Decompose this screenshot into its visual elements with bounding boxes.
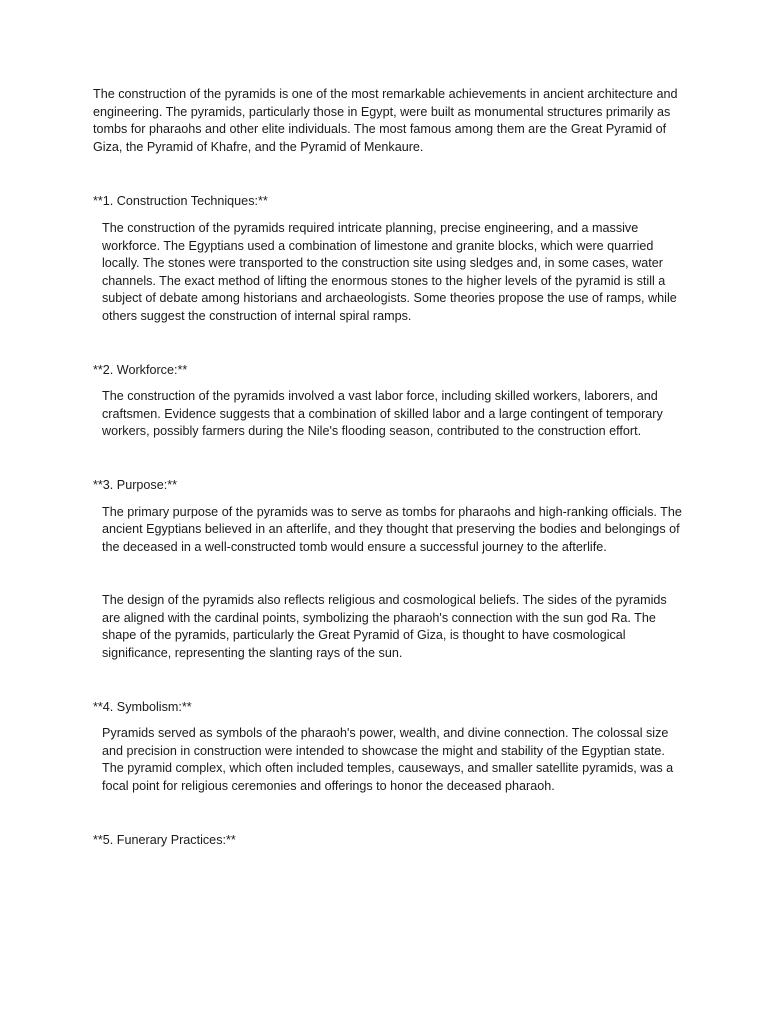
spacer: [93, 716, 683, 725]
section-heading-funerary-practices: **5. Funerary Practices:**: [93, 832, 236, 847]
spacer: [93, 796, 683, 832]
spacer: [93, 211, 683, 220]
section-heading-symbolism: **4. Symbolism:**: [93, 699, 192, 714]
paragraph-purpose-1: The primary purpose of the pyramids was to serve as tombs for pharaohs and high-ranking officials. The ancient Egyptians believed in an afterlife, and they thought that preserving the bodies and belongings of the deceased in a well-constructed tomb would ensure a successful journey to the afterlife.: [102, 504, 686, 554]
spacer: [93, 556, 683, 592]
section-heading-workforce: **2. Workforce:**: [93, 362, 188, 377]
section-heading-purpose: **3. Purpose:**: [93, 477, 178, 492]
spacer: [93, 379, 683, 388]
spacer: [93, 156, 683, 193]
paragraph-construction-techniques: The construction of the pyramids required intricate planning, precise engineering, and a massive workforce. The Egyptians used a combination of limestone and granite blocks, which were quarried locally. The stones were transported to the construction site using sledges and, in some cases, water channels. The exact method of lifting the enormous stones to the higher levels of the pyramid is still a subject of debate among historians and archaeologists. Some theories propose the use of ramps, while others suggest the construction of internal spiral ramps.: [102, 220, 681, 323]
intro-paragraph: The construction of the pyramids is one of the most remarkable achievements in ancient architecture and engineering. The pyramids, particularly those in Egypt, were built as monumental structures primarily as tombs for pharaohs and other elite individuals. The most famous among them are the Great Pyramid of Giza, the Pyramid of Khafre, and the Pyramid of Menkaure.: [93, 87, 682, 154]
paragraph-purpose-2: The design of the pyramids also reflects religious and cosmological beliefs. The sides of the pyramids are aligned with the cardinal points, symbolizing the pharaoh's connection with the sun god Ra. The shape of the pyramids, particularly the Great Pyramid of Giza, is thought to have cosmological significance, representing the slanting rays of the sun.: [102, 593, 671, 661]
spacer: [93, 441, 683, 477]
document-page: [93, 86, 686, 849]
spacer: [93, 663, 683, 699]
section-heading-construction-techniques: **1. Construction Techniques:**: [93, 194, 268, 209]
spacer: [93, 495, 683, 504]
spacer: [93, 326, 683, 362]
paragraph-workforce: The construction of the pyramids involved a vast labor force, including skilled workers, laborers, and craftsmen. Evidence suggests that a combination of skilled labor and a large contingent of temporary workers, possibly farmers during the Nile's flooding season, contributed to the construction effort.: [102, 389, 667, 439]
paragraph-symbolism: Pyramids served as symbols of the pharaoh's power, wealth, and divine connection. The colossal size and precision in construction were intended to showcase the might and stability of the Egyptian state. The pyramid complex, which often included temples, causeways, and smaller satellite pyramids, was a focal point for religious ceremonies and offerings to honor the deceased pharaoh.: [102, 726, 677, 794]
